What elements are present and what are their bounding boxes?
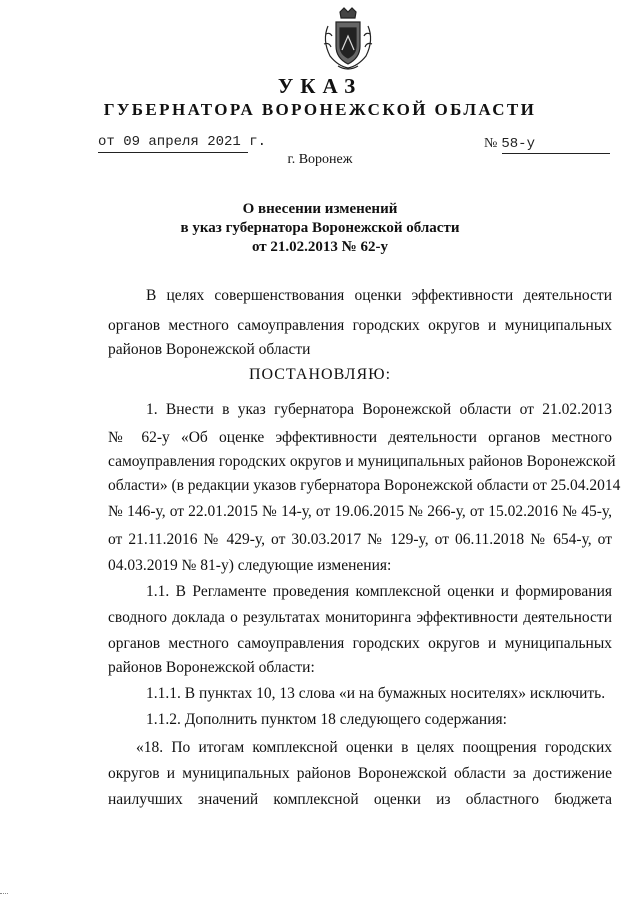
body-line: сводного доклада о результатах мониторинга эффективности деятельности xyxy=(108,609,612,626)
decree-heading xyxy=(0,200,640,257)
decree-date xyxy=(98,134,266,150)
heading-line: О внесении изменений xyxy=(242,201,398,217)
body-line: районов Воронежской области: xyxy=(108,659,315,676)
body-line: В целях совершенствования оценки эффективности деятельности xyxy=(146,287,612,304)
body-line: 1. Внести в указ губернатора Воронежской области от 21.02.2013 xyxy=(146,401,612,418)
heading-line: в указ губернатора Воронежской области xyxy=(180,220,460,236)
body-line: органов местного самоуправления городских округов и муниципальных xyxy=(108,317,612,334)
decree-number xyxy=(484,136,610,152)
scan-marker xyxy=(0,893,8,897)
body-line: самоуправления городских округов и муниципальных районов Воронежской xyxy=(108,453,616,470)
body-line: округов и муниципальных районов Воронежской области за достижение xyxy=(108,765,612,782)
number-value: 58-у xyxy=(501,136,535,152)
body-line: органов местного самоуправления городских округов и муниципальных xyxy=(108,635,612,652)
decree-subtitle: ГУБЕРНАТОРА ВОРОНЕЖСКОЙ ОБЛАСТИ xyxy=(103,100,537,119)
body-line: 04.03.2019 № 81-у) следующие изменения: xyxy=(108,557,392,574)
number-prefix: № xyxy=(484,136,498,151)
body-line: 1.1.2. Дополнить пунктом 18 следующего содержания: xyxy=(146,711,507,728)
city: г. Воронеж xyxy=(287,152,353,167)
coat-of-arms-icon xyxy=(318,6,378,74)
decree-title: УКАЗ xyxy=(277,74,363,98)
body-line: № 62-у «Об оценке эффективности деятельности органов местного xyxy=(108,429,612,446)
body-line: 1.1. В Регламенте проведения комплексной оценки и формирования xyxy=(146,583,612,600)
body-line: «18. По итогам комплексной оценки в целях поощрения городских xyxy=(136,739,612,756)
body-line: 1.1.1. В пунктах 10, 13 слова «и на бумажных носителях» исключить. xyxy=(146,685,606,702)
decree-word: ПОСТАНОВЛЯЮ: xyxy=(248,366,392,383)
body-line: от 21.11.2016 № 429-у, от 30.03.2017 № 129-у, от 06.11.2018 № 654-у, от xyxy=(108,531,612,548)
body-line: районов Воронежской области xyxy=(108,341,311,358)
body-line: № 146-у, от 22.01.2015 № 14-у, от 19.06.2015 № 266-у, от 15.02.2016 № 45-у, xyxy=(108,503,612,520)
body-line: области» (в редакции указов губернатора Воронежской области от 25.04.2014 xyxy=(108,477,621,494)
heading-line: от 21.02.2013 № 62-у xyxy=(252,239,388,255)
date-text: от 09 апреля 2021 г. xyxy=(98,134,267,150)
body-line: наилучших значений комплексной оценки из областного бюджета xyxy=(108,791,612,808)
